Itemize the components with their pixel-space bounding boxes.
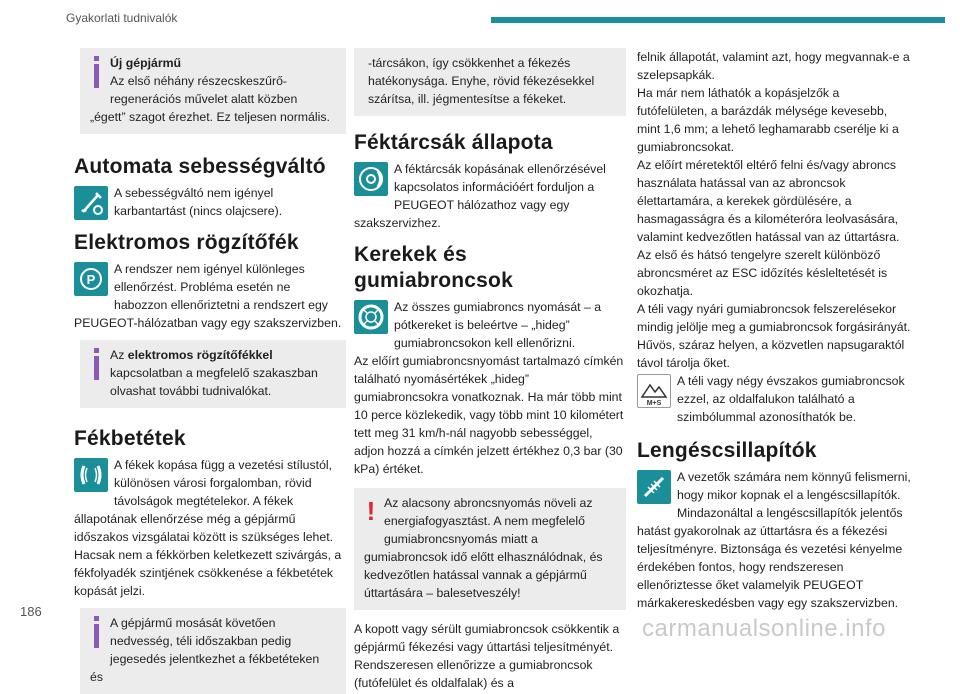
mountain-snowflake-icon [637, 374, 671, 408]
info-icon [90, 56, 104, 92]
brake-disc-icon [354, 162, 388, 196]
info-box-continued [354, 48, 626, 116]
info-prefix: Az [110, 348, 128, 362]
winter-tyres-text: A téli vagy négy évszakos gumiabroncsok ezzel, az oldalfalukon található a szimbólummal azonosíthatók be. [677, 374, 905, 424]
shock-absorber-icon [637, 470, 671, 504]
header-accent-bar [491, 17, 945, 23]
heading-shock-absorbers: Lengéscsillapítók [637, 439, 817, 462]
heading-brake-pads: Fékbetétek [74, 427, 186, 450]
info-continued-text: -tárcsákon, így csökkenhet a fékezés hatékonysága. Enyhe, rövid fékezésekkel szárítsa, ill. jégmentesítse a fékeket. [368, 56, 595, 106]
parking-brake-icon [74, 262, 108, 296]
heading-automatic-gearbox: Automata sebességváltó [74, 155, 326, 178]
brake-pads-text2: Hacsak nem a fékkörben keletkezett szivárgás, a fékfolyadék szintjének csökkenése a fékbetétek kopását jelzi. [74, 548, 342, 598]
tyres-text: Az összes gumiabroncs nyomását – a pótkereket is beleértve – „hideg” gumiabroncsokon kell ellenőrizni. [394, 300, 602, 350]
info-title: Új gépjármű [110, 56, 182, 70]
heading-parking-brake: Elektromos rögzítőfék [74, 231, 299, 254]
shock-absorbers-text: A vezetők számára nem könnyű felismerni, hogy mikor kopnak el a lengéscsillapítók. Mindazonáltal a lengéscsillapítók jelentős hatást gyakorolnak az úttartásra és a fékezési teljesítményre. Biztonsága és vezetési kényelme érdekében fontos, hogy rendszeresen ellenőriztesse őket valamelyik PEUGEOT márkakereskedésben vagy egy szakszervizben. [637, 470, 911, 610]
info-text: Az első néhány részecskeszűrő-regenerációs művelet alatt közben „égett” szagot érezhet. Ez teljesen normális. [90, 74, 330, 124]
info-icon [90, 616, 104, 652]
tyres-text2: Az előírt gumiabroncsnyomást tartalmazó címkén található nyomásértékek „hideg” gumiabroncsokra vonatkoznak. Ha már több mint 10 percе közlekedik, vagy több mint 10 kilométert tett meg 31 km/h-nál nagyobb sebességgel, adjon hozzá a címkén jelzett értékhez 0,3 bar (30 kPa) értéket. [354, 354, 624, 476]
wheels-text3: Az előírt méretektől eltérő felni és/vagy abroncs használata hatással van az abroncsok élettartamára, a kerekek gördülésére, a hasmagasságra és a kilométeróra leolvasására, valamint kedvezőtlen hatással van az úttartásra. [637, 158, 900, 244]
column-3 [637, 48, 912, 612]
info-box-new-vehicle [80, 48, 346, 134]
wheels-text4: Az első és hátsó tengelyre szerelt különböző abroncsméret az ESC időzítés késleltetését is okozhatja. [637, 248, 888, 298]
info-box-brake-pads [80, 608, 346, 694]
wheels-text2: Ha már nem láthatók a kopásjelzők a futófelületen, a barázdák mélysége kevesebb, mint 1,6 mm; a lehető leghamarabb cserélje ki a gumiabroncsokat. [637, 86, 899, 154]
tyre-icon [354, 300, 388, 334]
info-bold: elektromos rögzítőfékkel [127, 348, 273, 362]
warning-icon: ! [366, 496, 376, 526]
gearbox-wrench-icon [74, 186, 108, 220]
wheels-text1: felnik állapotát, valamint azt, hogy megvannak-e a szelepsapkák. [637, 50, 910, 82]
heading-wheels-tyres: Kerekek és gumiabroncsok [354, 243, 513, 292]
watermark: carmanualsonline.info [642, 615, 886, 642]
column-2 [354, 48, 626, 692]
parking-brake-text: A rendszer nem igényel különleges ellenőrzést. Probléma esetén ne habozzon ellenőriztetni a rendszert egy PEUGEOT-hálózatban vagy egy szakszervizben. [74, 262, 342, 330]
brake-pads-icon [74, 458, 108, 492]
gearbox-text: A sebességváltó nem igényel karbantartást (nincs olajcsere). [114, 186, 283, 218]
info-suffix: kapcsolatban a megfelelő szakaszban olvashat további tudnivalókat. [110, 366, 318, 398]
wheels-text5: A téli vagy nyári gumiabroncsok felszerelésekor mindig jelölje meg a gumiabroncsok forgásirányát. Hűvös, száraz helyen, a közvetlen napsugaraktól távol tárolja őket. [637, 302, 911, 370]
info-icon [90, 348, 104, 384]
info-text: A gépjármű mosását követően nedvesség, téli időszakban pedig jegesedés jelentkezhet a fékbetéteken és [90, 616, 320, 684]
column-1 [74, 48, 346, 694]
info-box-parking-brake [80, 340, 346, 408]
warning-text: Az alacsony abroncsnyomás növeli az energiafogyasztást. A nem megfelelő gumiabroncsnyomás miatt a gumiabroncsok idő előtt elhasználódnak, és kedvezőtlen hatással vannak a gépjármű úttartására – balesetveszély! [364, 496, 603, 600]
warning-box-tyre-pressure [354, 488, 626, 610]
svg-text:P: P [86, 272, 96, 287]
page-number: 186 [20, 604, 42, 619]
brake-discs-text: A féktárcsák kopásának ellenőrzésével kapcsolatos információért forduljon a PEUGEOT hálózathoz vagy egy szakszervizhez. [354, 162, 606, 230]
svg-text:M+S: M+S [646, 400, 662, 407]
brake-pads-text: A fékek kopása függ a vezetési stílustól, különösen városi forgalomban, rövid távolságok megtételekor. A fékek állapotának ellenőrzése még a gépjármű időszakos vizsgálatai között is szükséges lehet. [74, 458, 334, 544]
running-header: Gyakorlati tudnivalók [66, 11, 178, 25]
heading-brake-discs: Féktárcsák állapota [354, 131, 553, 154]
tyres-text3: A kopott vagy sérült gumiabroncsok csökkentik a gépjármű fékezési vagy úttartási teljesítményét. Rendszeresen ellenőrizze a gumiabroncsok (futófelület és oldalfalak) és a [354, 622, 620, 690]
